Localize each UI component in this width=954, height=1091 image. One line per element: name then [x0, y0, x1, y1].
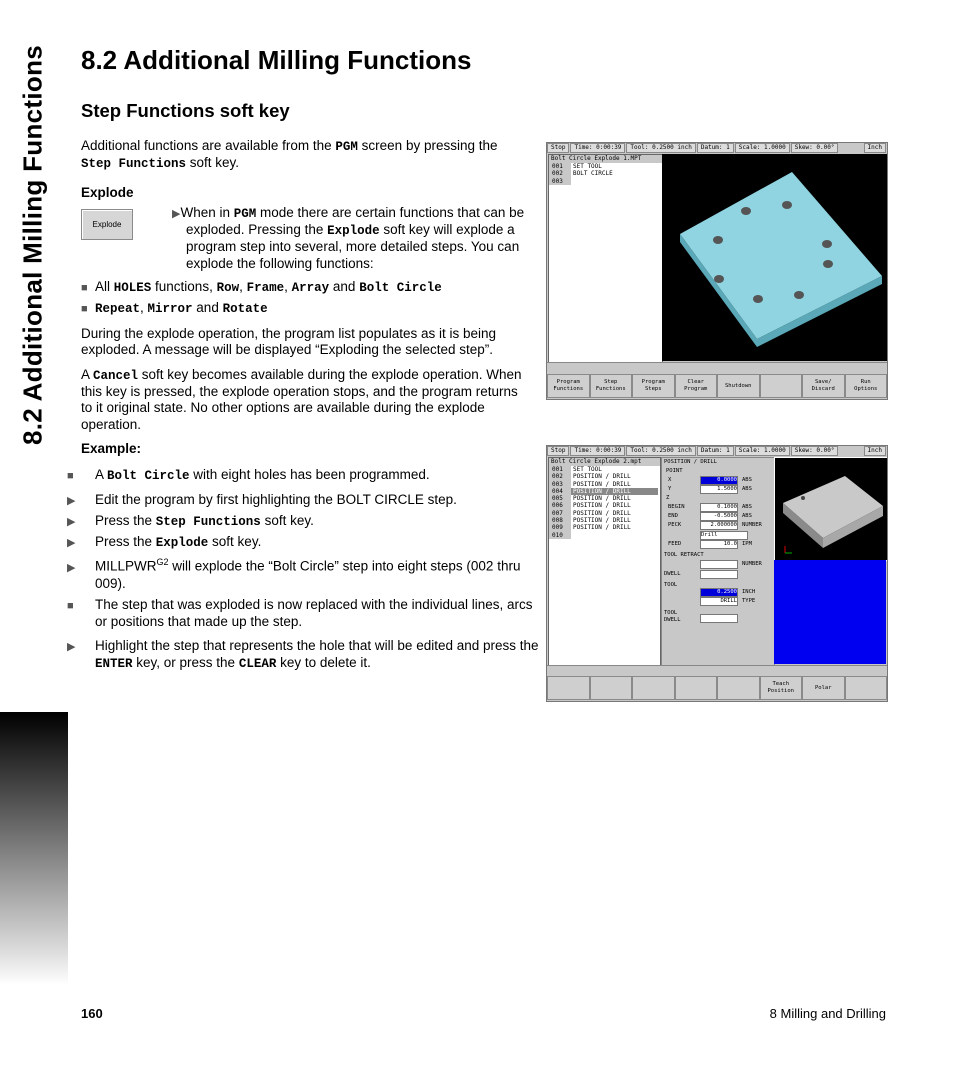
softkey[interactable]	[547, 676, 590, 700]
step-number: 010	[549, 532, 571, 539]
example-step-2: ▶ Edit the program by first highlighting the BOLT CIRCLE step.	[81, 492, 540, 509]
step-number: 007	[549, 510, 571, 517]
program-list-title: Bolt Circle Explode 2.mpt	[549, 458, 660, 466]
peck-label: PECK	[668, 522, 682, 528]
program-step-row[interactable]	[549, 170, 662, 177]
program-step-row[interactable]	[549, 510, 660, 517]
step-number: 005	[549, 495, 571, 502]
square-bullet-icon: ■	[81, 303, 88, 315]
step-text: BOLT CIRCLE	[573, 170, 613, 178]
step-number: 001	[549, 466, 571, 473]
point-label: POINT	[666, 468, 683, 474]
step-number: 004	[549, 488, 571, 495]
feed-label: FEED	[668, 541, 682, 547]
x-label: X	[668, 477, 672, 483]
y-unit: ABS	[742, 486, 752, 492]
x-unit: ABS	[742, 477, 752, 483]
end-label: END	[668, 513, 678, 519]
status-cell: Time: 0:00:39	[570, 446, 625, 456]
step-number: 002	[549, 170, 571, 177]
program-step-row[interactable]	[549, 488, 660, 495]
step-text: POSITION / DRILL	[573, 524, 631, 532]
softkey[interactable]	[760, 374, 803, 398]
status-cell: Tool: 0.2500 inch	[626, 143, 695, 153]
tool-type-unit: TYPE	[742, 598, 756, 604]
arrow-icon: ▶	[67, 641, 76, 653]
cancel-paragraph: A Cancel soft key becomes available during the explode operation. When this key is pressed, the explode operation stops, and the program returns to it original state. No other options are available during the explode operation.	[81, 367, 522, 432]
step-number: 009	[549, 524, 571, 531]
step-text: POSITION / DRILL	[573, 502, 631, 510]
arrow-icon: ▶	[67, 516, 76, 528]
status-cell: Scale: 1.0000	[735, 446, 790, 456]
program-step-row[interactable]	[549, 524, 660, 531]
status-cell: Stop	[547, 446, 569, 456]
softkey[interactable]	[675, 676, 718, 700]
softkey-row	[547, 374, 887, 398]
section-heading: Step Functions soft key	[81, 100, 290, 121]
step-number: 003	[549, 178, 571, 185]
tool-retract-label: TOOL RETRACT	[664, 552, 704, 558]
feed-input[interactable]: 10.0	[700, 540, 738, 549]
example-step-5: ▶ $MILLPWR^{G2}$ will explode the “Bolt Circle” step into eight steps (002 thru 009).	[67, 557, 521, 591]
example-heading: Example:	[81, 441, 142, 456]
feed-unit: IPM	[742, 541, 752, 547]
status-cell: Stop	[547, 143, 569, 153]
status-cell: Scale: 1.0000	[735, 143, 790, 153]
program-step-row[interactable]	[549, 178, 662, 185]
step-number: 002	[549, 473, 571, 480]
example-step-4: ▶ Press the Explode soft key.	[67, 534, 262, 550]
program-step-row[interactable]	[549, 495, 660, 502]
end-unit: ABS	[742, 513, 752, 519]
softkey[interactable]: Polar	[802, 676, 845, 700]
softkey[interactable]: Run Options	[845, 374, 888, 398]
status-bar	[547, 446, 887, 456]
tool-label: TOOL	[664, 582, 678, 588]
square-bullet-icon: ■	[81, 282, 88, 294]
screenshot-exploded-view	[546, 445, 888, 702]
bolt-circle-part-graphic	[662, 154, 887, 361]
softkey[interactable]: Save/ Discard	[802, 374, 845, 398]
step-text: POSITION / DRILL	[571, 488, 658, 495]
softkey[interactable]	[590, 676, 633, 700]
explode-heading: Explode	[81, 185, 134, 200]
tool-dwell-input[interactable]	[700, 614, 738, 623]
z-label: Z	[666, 495, 670, 501]
function-bullet-1: ■ All HOLES functions, Row, Frame, Array and Bolt Circle	[81, 279, 442, 295]
status-cell: Datum: 1	[697, 143, 734, 153]
function-bullet-2: ■ Repeat, Mirror and Rotate	[81, 300, 268, 316]
begin-unit: ABS	[742, 504, 752, 510]
softkey[interactable]: Teach Position	[760, 676, 803, 700]
program-list	[548, 154, 663, 363]
arrow-icon: ▶	[67, 495, 76, 507]
y-label: Y	[668, 486, 672, 492]
begin-label: BEGIN	[668, 504, 685, 510]
step-text: POSITION / DRILL	[573, 480, 631, 488]
dwell-input[interactable]	[700, 570, 738, 579]
status-bar	[547, 143, 887, 153]
square-bullet-icon: ■	[67, 470, 74, 482]
peck-unit: NUMBER	[742, 522, 762, 528]
softkey[interactable]: Clear Program	[675, 374, 718, 398]
arrow-icon: ▶	[67, 537, 76, 549]
softkey[interactable]: Step Functions	[590, 374, 633, 398]
end-input[interactable]: -0.5000	[700, 512, 738, 521]
page-heading: 8.2 Additional Milling Functions	[81, 45, 472, 75]
dwell-label: DWELL	[664, 571, 681, 577]
chapter-name: 8 Milling and Drilling	[769, 1006, 886, 1021]
status-cell: Time: 0:00:39	[570, 143, 625, 153]
softkey-row	[547, 676, 887, 700]
page-number: 160	[81, 1006, 103, 1021]
tool-dwell-label: TOOL DWELL	[664, 610, 681, 623]
program-step-row[interactable]	[549, 517, 660, 524]
step-text: POSITION / DRILL	[573, 473, 631, 481]
example-note: ■ The step that was exploded is now replaced with the individual lines, arcs or positions that made up the step.	[67, 597, 533, 630]
softkey[interactable]	[845, 676, 888, 700]
screenshot-program-view	[546, 142, 888, 400]
step-number: 003	[549, 481, 571, 488]
program-list	[548, 457, 661, 666]
status-cell: Inch	[864, 446, 886, 456]
example-step-3: ▶ Press the Step Functions soft key.	[67, 513, 314, 529]
status-cell: Inch	[864, 143, 886, 153]
softkey[interactable]: Program Functions	[547, 374, 590, 398]
arrow-icon: ▶	[172, 208, 181, 220]
explode-softkey-image: Explode	[81, 209, 133, 240]
blue-display-panel	[774, 560, 886, 664]
side-tab	[0, 0, 68, 985]
softkey[interactable]	[632, 676, 675, 700]
step-number: 001	[549, 163, 571, 170]
step-number: 006	[549, 502, 571, 509]
softkey[interactable]: Program Steps	[632, 374, 675, 398]
tool-type-input[interactable]: DRILL	[700, 597, 738, 606]
tool-retract-unit: NUMBER	[742, 561, 762, 567]
status-cell: Skew: 0.00°	[791, 143, 839, 153]
softkey[interactable]	[717, 676, 760, 700]
status-cell: Tool: 0.2500 inch	[626, 446, 695, 456]
3d-part-preview	[774, 457, 888, 561]
step-text: POSITION / DRILL	[573, 495, 631, 503]
step-text: SET TOOL	[573, 466, 602, 473]
explode-operation-paragraph: During the explode operation, the program list populates as it is being exploded. A message will be displayed “Exploding the selected step”.	[81, 326, 496, 358]
begin-input[interactable]: 0.1000	[700, 503, 738, 512]
program-step-row[interactable]	[549, 473, 660, 480]
position-drill-form	[661, 457, 775, 666]
program-step-row[interactable]	[549, 163, 662, 170]
example-step-6: ▶ Highlight the step that represents the hole that will be edited and press the ENTER key, or press the CLEAR key to delete it.	[67, 638, 539, 672]
drill-select[interactable]: Drill	[700, 531, 748, 540]
softkey[interactable]: Shutdown	[717, 374, 760, 398]
square-bullet-icon: ■	[67, 600, 74, 612]
y-input[interactable]: 1.5000	[700, 485, 738, 494]
program-step-row[interactable]	[549, 532, 660, 539]
message-bar	[547, 665, 887, 676]
tool-retract-input[interactable]	[700, 560, 738, 569]
form-title: POSITION / DRILL	[664, 459, 717, 465]
3d-part-view	[662, 154, 887, 361]
arrow-icon: ▶	[67, 561, 76, 574]
tool-unit: INCH	[742, 589, 756, 595]
explode-description: ▶When in PGM mode there are certain functions that can be exploded. Pressing the Explode soft key will explode a program step into several, more detailed steps. You can explode the following functions:	[172, 205, 525, 271]
example-step-1: ■ A Bolt Circle with eight holes has been programmed.	[67, 467, 430, 483]
step-number: 008	[549, 517, 571, 524]
x-input[interactable]: 0.0000	[700, 476, 738, 485]
program-step-row[interactable]	[549, 502, 660, 509]
step-text: SET TOOL	[573, 163, 602, 170]
part-preview-graphic	[775, 458, 887, 560]
program-step-row[interactable]	[549, 466, 660, 473]
program-list-title: Bolt Circle Explode 1.MPT	[549, 155, 662, 163]
message-bar	[547, 362, 887, 373]
peck-input[interactable]: 2.000000	[700, 521, 738, 530]
intro-paragraph: Additional functions are available from the PGM screen by pressing the Step Functions soft key.	[81, 138, 498, 172]
step-text: POSITION / DRILL	[573, 517, 631, 525]
status-cell: Skew: 0.00°	[791, 446, 839, 456]
side-title: 8.2 Additional Milling Functions	[17, 44, 48, 446]
step-text: POSITION / DRILL	[573, 509, 631, 517]
status-cell: Datum: 1	[697, 446, 734, 456]
side-gradient	[0, 712, 68, 985]
tool-input[interactable]: 0.2500	[700, 588, 738, 597]
program-step-row[interactable]	[549, 481, 660, 488]
